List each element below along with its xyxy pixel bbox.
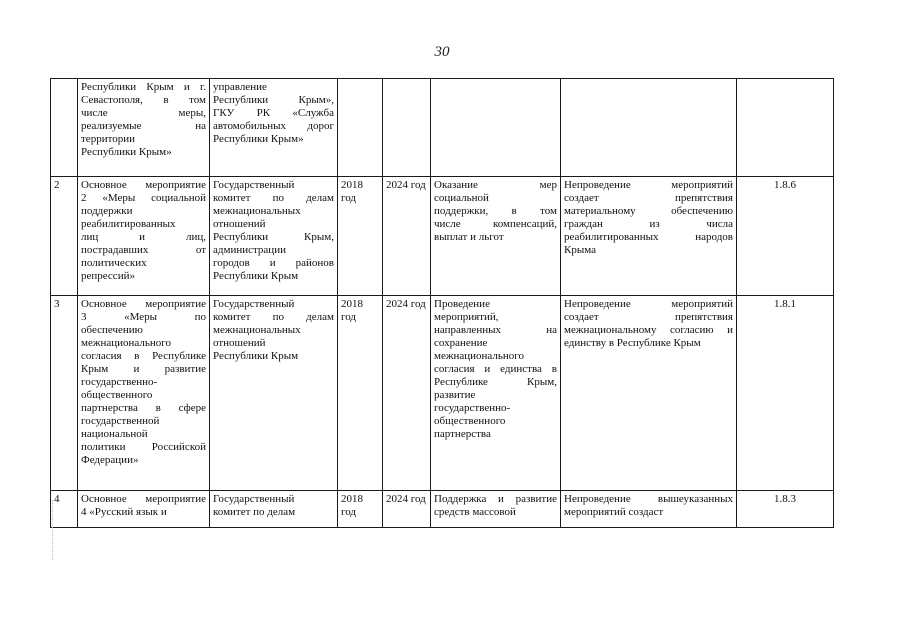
executor-cell <box>210 79 338 177</box>
text-line: Государственный <box>213 179 295 191</box>
consequence-cell <box>561 491 737 528</box>
text-line: средств массовой <box>434 506 516 518</box>
text-line: национальной <box>81 428 148 440</box>
text-line: Непроведение мероприятий <box>564 179 733 191</box>
text-line: автомобильных дорог <box>213 120 334 132</box>
text-line: Республики Крым» <box>81 146 172 158</box>
text-line: согласия и единства в <box>434 363 557 375</box>
text-line: согласия в Республике <box>81 350 206 362</box>
text-line: Государственный <box>213 493 295 505</box>
executor-cell <box>210 491 338 528</box>
text-line: репрессий» <box>81 270 135 282</box>
text-line: Севастополя, в том <box>81 94 206 106</box>
text-line: реабилитированных народов <box>564 231 733 243</box>
text-line: мероприятий создаст <box>564 506 664 518</box>
start-year-cell: 2018 год <box>338 296 383 491</box>
text-line: Республики Крым и г. <box>81 81 206 93</box>
end-year-cell: 2024 год <box>383 491 431 528</box>
text-line: комитет по делам <box>213 311 334 323</box>
text-line: Крым и развитие <box>81 363 206 375</box>
text-line: партнерства в сфере <box>81 402 206 414</box>
measure-name-cell <box>78 491 210 528</box>
expected-result-cell <box>431 177 561 296</box>
row-number-cell: 3 <box>51 296 78 491</box>
consequence-cell <box>561 296 737 491</box>
text-line: Оказание мер <box>434 179 557 191</box>
text-line: межнациональных <box>213 324 301 336</box>
text-line: мероприятий, <box>434 311 499 323</box>
text-line: Проведение <box>434 298 490 310</box>
text-line: Непроведение мероприятий <box>564 298 733 310</box>
text-line: территории <box>81 133 136 145</box>
start-year-cell: 2018 год <box>338 491 383 528</box>
text-line: Основное мероприятие <box>81 298 206 310</box>
start-year-cell <box>338 79 383 177</box>
text-line: отношений <box>213 218 266 230</box>
text-line: пострадавших от <box>81 244 206 256</box>
text-line: Государственный <box>213 298 295 310</box>
text-line: общественного <box>81 389 153 401</box>
text-line: Поддержка и развитие <box>434 493 557 505</box>
text-line: Республики Крым <box>213 270 299 282</box>
text-line: партнерства <box>434 428 491 440</box>
indicator-cell: 1.8.1 <box>737 296 834 491</box>
text-line: Республики Крым», <box>213 94 334 106</box>
text-line: 4 «Русский язык и <box>81 506 167 518</box>
expected-result-cell <box>431 296 561 491</box>
text-line: выплат и льгот <box>434 231 504 243</box>
indicator-cell <box>737 79 834 177</box>
row-number-cell: 4 <box>51 491 78 528</box>
text-line: межнациональному согласию и <box>564 324 733 336</box>
text-line: политических <box>81 257 147 269</box>
consequence-cell <box>561 177 737 296</box>
text-line: общественного <box>434 415 506 427</box>
row-number-cell: 2 <box>51 177 78 296</box>
text-line: развитие <box>434 389 476 401</box>
text-line: направленных на <box>434 324 557 336</box>
text-line: создает препятствия <box>564 192 733 204</box>
text-line: комитет по делам <box>213 192 334 204</box>
text-line: поддержки, в том <box>434 205 557 217</box>
text-line: межнационального <box>434 350 524 362</box>
row-number-cell <box>51 79 78 177</box>
table-row <box>51 491 834 528</box>
text-line: ГКУ РК «Служба <box>213 107 334 119</box>
text-line: отношений <box>213 337 266 349</box>
expected-result-cell <box>431 491 561 528</box>
text-line: Непроведение вышеуказанных <box>564 493 733 505</box>
text-line: реабилитированных <box>81 218 176 230</box>
text-line: материальному обеспечению <box>564 205 733 217</box>
scan-artifact <box>52 500 57 560</box>
text-line: государственной <box>81 415 160 427</box>
executor-cell <box>210 296 338 491</box>
text-line: 2 «Меры социальной <box>81 192 206 204</box>
text-line: Республики Крым <box>213 350 299 362</box>
start-year-cell: 2018 год <box>338 177 383 296</box>
text-line: реализуемые на <box>81 120 206 132</box>
measures-table <box>50 78 834 528</box>
text-line: межнационального <box>81 337 171 349</box>
text-line: Федерации» <box>81 454 139 466</box>
text-line: комитет по делам <box>213 506 296 518</box>
text-line: социальной <box>434 192 489 204</box>
indicator-cell: 1.8.3 <box>737 491 834 528</box>
executor-cell <box>210 177 338 296</box>
table-row <box>51 177 834 296</box>
text-line: граждан из числа <box>564 218 733 230</box>
text-line: создает препятствия <box>564 311 733 323</box>
indicator-cell: 1.8.6 <box>737 177 834 296</box>
table-row <box>51 79 834 177</box>
text-line: сохранение <box>434 337 488 349</box>
text-line: государственно- <box>81 376 158 388</box>
text-line: Республики Крым, <box>213 231 334 243</box>
measure-name-cell <box>78 177 210 296</box>
text-line: числе меры, <box>81 107 206 119</box>
text-line: Крыма <box>564 244 596 256</box>
end-year-cell: 2024 год <box>383 177 431 296</box>
consequence-cell <box>561 79 737 177</box>
text-line: обеспечению <box>81 324 143 336</box>
text-line: Республики Крым» <box>213 133 304 145</box>
text-line: 3 «Меры по <box>81 311 206 323</box>
table-row <box>51 296 834 491</box>
text-line: лиц и лиц, <box>81 231 206 243</box>
end-year-cell <box>383 79 431 177</box>
text-line: городов и районов <box>213 257 334 269</box>
text-line: Основное мероприятие <box>81 493 206 505</box>
text-line: числе компенсаций, <box>434 218 557 230</box>
text-line: единству в Республике Крым <box>564 337 701 349</box>
text-line: государственно- <box>434 402 511 414</box>
text-line: межнациональных <box>213 205 301 217</box>
measure-name-cell <box>78 79 210 177</box>
expected-result-cell <box>431 79 561 177</box>
text-line: поддержки <box>81 205 133 217</box>
measure-name-cell <box>78 296 210 491</box>
text-line: политики Российской <box>81 441 206 453</box>
text-line: управление <box>213 81 267 93</box>
text-line: Основное мероприятие <box>81 179 206 191</box>
end-year-cell: 2024 год <box>383 296 431 491</box>
page-number: 30 <box>434 44 450 60</box>
text-line: Республике Крым, <box>434 376 557 388</box>
text-line: администрации <box>213 244 286 256</box>
